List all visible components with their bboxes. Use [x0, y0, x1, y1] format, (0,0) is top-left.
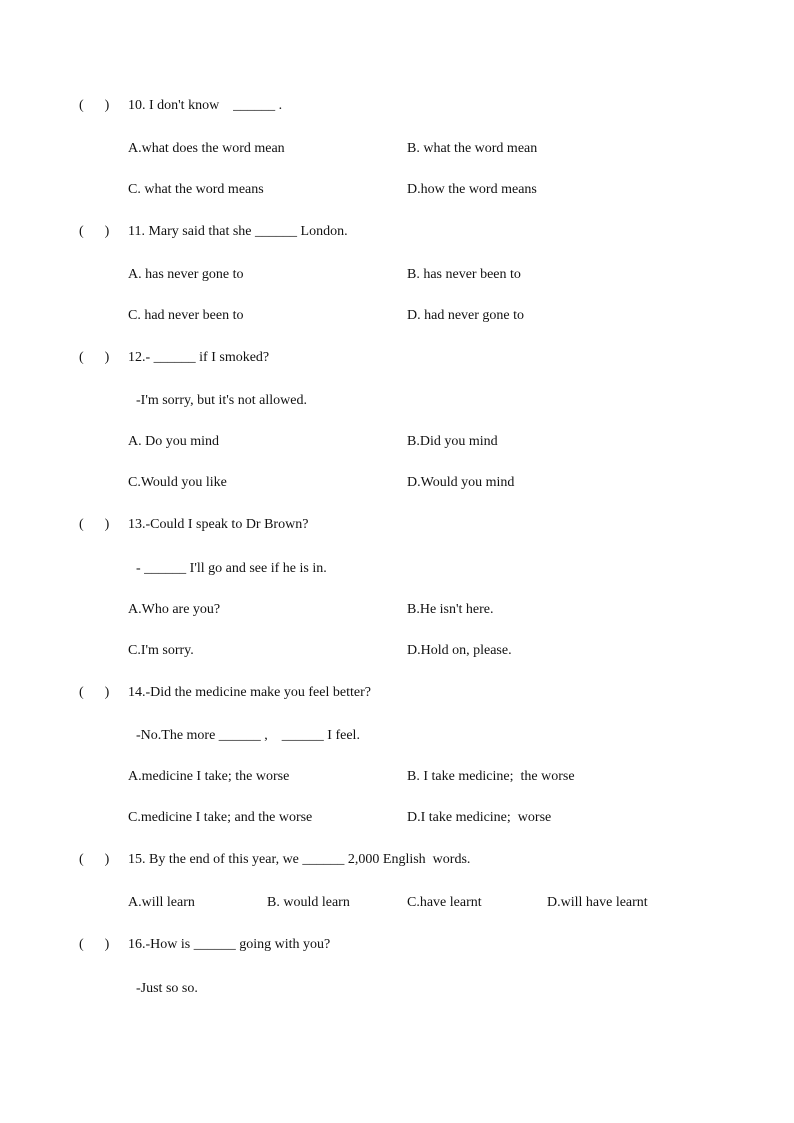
option-13-a: A.Who are you? — [128, 602, 221, 617]
option-11-b: B. has never been to — [407, 267, 521, 282]
question-11-stem: 11. Mary said that she ______ London. — [128, 224, 348, 239]
option-13-d: D.Hold on, please. — [407, 643, 512, 658]
answer-paren-16[interactable]: ( ) — [79, 937, 110, 952]
question-14-reply: -No.The more ______ , ______ I feel. — [136, 728, 360, 743]
question-12-reply: -I'm sorry, but it's not allowed. — [136, 393, 307, 408]
option-15-a: A.will learn — [128, 895, 195, 910]
option-10-c: C. what the word means — [128, 182, 264, 197]
option-12-d: D.Would you mind — [407, 475, 515, 490]
option-11-d: D. had never gone to — [407, 308, 525, 323]
option-12-b: B.Did you mind — [407, 434, 498, 449]
option-12-c: C.Would you like — [128, 475, 227, 490]
question-16-stem: 16.-How is ______ going with you? — [128, 937, 331, 952]
option-14-d: D.I take medicine; worse — [407, 810, 552, 825]
option-13-b: B.He isn't here. — [407, 602, 494, 617]
option-10-d: D.how the word means — [407, 182, 537, 197]
option-10-a: A.what does the word mean — [128, 141, 285, 156]
option-10-b: B. what the word mean — [407, 141, 538, 156]
option-15-b: B. would learn — [267, 895, 350, 910]
answer-paren-12[interactable]: ( ) — [79, 350, 110, 365]
option-15-d: D.will have learnt — [547, 895, 648, 910]
option-14-b: B. I take medicine; the worse — [407, 769, 575, 784]
question-14-stem: 14.-Did the medicine make you feel better? — [128, 685, 371, 700]
answer-paren-10[interactable]: ( ) — [79, 98, 110, 113]
question-12-stem: 12.- ______ if I smoked? — [128, 350, 270, 365]
question-15-stem: 15. By the end of this year, we ______ 2,000 English words. — [128, 852, 471, 867]
question-13-reply: - ______ I'll go and see if he is in. — [136, 561, 327, 576]
answer-paren-15[interactable]: ( ) — [79, 852, 110, 867]
option-11-c: C. had never been to — [128, 308, 244, 323]
question-10-stem: 10. I don't know ______ . — [128, 98, 283, 113]
option-14-a: A.medicine I take; the worse — [128, 769, 290, 784]
answer-paren-13[interactable]: ( ) — [79, 517, 110, 532]
option-14-c: C.medicine I take; and the worse — [128, 810, 313, 825]
question-13-stem: 13.-Could I speak to Dr Brown? — [128, 517, 309, 532]
option-11-a: A. has never gone to — [128, 267, 244, 282]
option-13-c: C.I'm sorry. — [128, 643, 194, 658]
option-12-a: A. Do you mind — [128, 434, 219, 449]
option-15-c: C.have learnt — [407, 895, 482, 910]
answer-paren-14[interactable]: ( ) — [79, 685, 110, 700]
answer-paren-11[interactable]: ( ) — [79, 224, 110, 239]
question-16-reply: -Just so so. — [136, 981, 198, 996]
